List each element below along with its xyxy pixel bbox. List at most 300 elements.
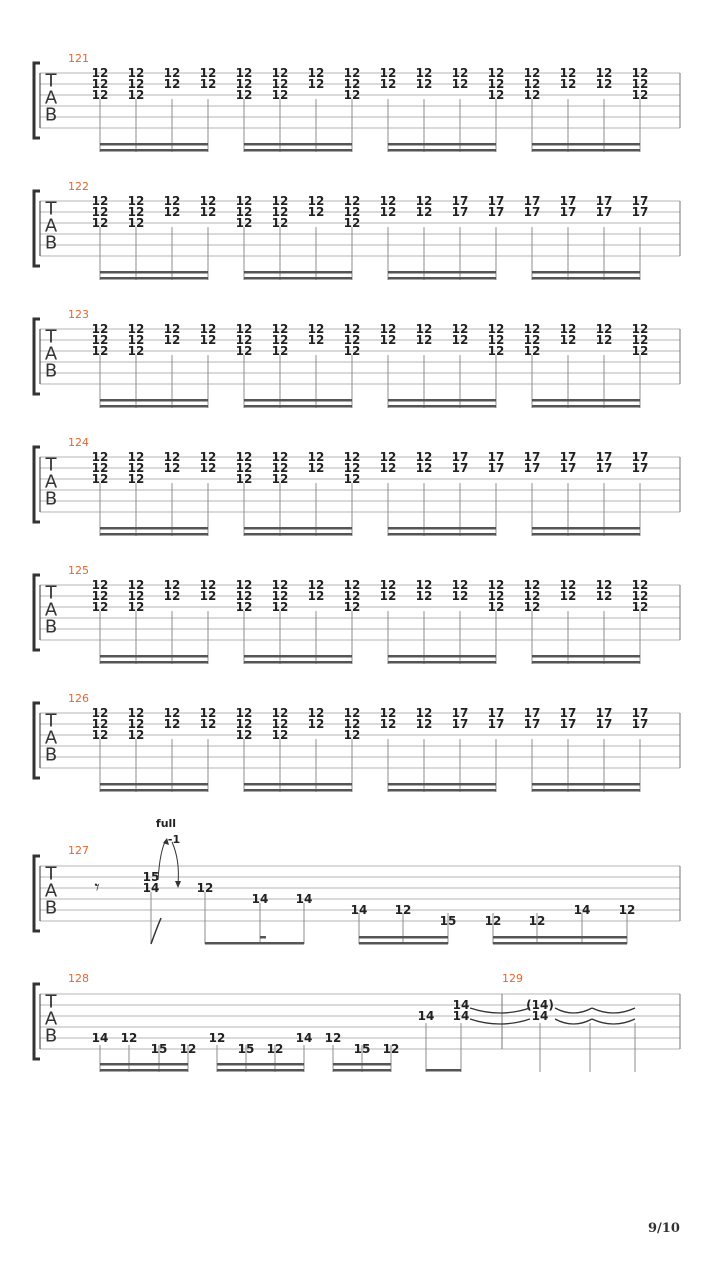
chord (632, 450, 649, 536)
chord (596, 706, 613, 792)
fret-number: 12 (127, 205, 145, 219)
beam (388, 277, 496, 280)
bar-number: 127 (68, 844, 89, 857)
beam (100, 661, 208, 664)
tab-clef-letter: A (44, 215, 58, 237)
fret-number: 12 (163, 333, 181, 347)
chord (308, 322, 325, 408)
fret-number: 12 (487, 88, 505, 102)
fret-number: 12 (379, 205, 397, 219)
fret-number: 12 (91, 600, 109, 614)
fret-number: 17 (559, 450, 577, 464)
fret-number: 12 (415, 717, 433, 731)
fret-number: 12 (271, 216, 289, 230)
beam (388, 527, 496, 530)
beam (532, 271, 640, 274)
fret-number: 12 (379, 77, 397, 91)
fret-number: 12 (415, 333, 433, 347)
fret-number: 12 (559, 322, 577, 336)
fret-number: 12 (415, 77, 433, 91)
fret-number: 12 (559, 578, 577, 592)
fret-number: 12 (343, 461, 361, 475)
beam (100, 405, 208, 408)
fret-number: 12 (559, 333, 577, 347)
fret-number: 12 (163, 717, 181, 731)
fret-number: 12 (631, 66, 649, 80)
fret-number: 12 (235, 88, 253, 102)
bar-number: 126 (68, 692, 89, 705)
fret-number: 12 (163, 461, 181, 475)
chord (596, 450, 613, 536)
chord (560, 66, 577, 152)
fret-number: 12 (199, 717, 217, 731)
chord (236, 706, 253, 792)
fret-number: 12 (196, 881, 214, 895)
beam (359, 942, 448, 945)
fret-number: 12 (415, 322, 433, 336)
fret-number: 12 (595, 322, 613, 336)
fret-number: 12 (487, 66, 505, 80)
tab-clef-letter: A (44, 599, 58, 621)
chord (200, 450, 217, 536)
fret-number: 12 (343, 706, 361, 720)
tab-clef-letter: B (44, 104, 58, 126)
fret-number: 12 (91, 66, 109, 80)
fret-number: 12 (163, 194, 181, 208)
fret-number: 12 (379, 194, 397, 208)
beam (532, 783, 640, 786)
system-128 (34, 972, 680, 1072)
fret-number: 12 (631, 600, 649, 614)
fret-number: 17 (559, 205, 577, 219)
beam (100, 1069, 188, 1072)
fret-number: 12 (271, 88, 289, 102)
fret-number: 12 (163, 77, 181, 91)
fret-number: 12 (199, 194, 217, 208)
fret-number: 12 (271, 66, 289, 80)
chord (524, 578, 541, 664)
fret-number: 14 (142, 881, 160, 895)
fret-number: 12 (631, 333, 649, 347)
chord (344, 706, 361, 792)
fret-number: 14 (417, 1009, 435, 1023)
fret-number: 12 (266, 1042, 284, 1056)
fret-number: 12 (343, 472, 361, 486)
beam (532, 533, 640, 536)
fret-number: 12 (91, 88, 109, 102)
tab-clef-letter: A (44, 87, 58, 109)
chord (344, 578, 361, 664)
tab-clef-letter: T (45, 582, 57, 604)
chord (632, 66, 649, 152)
fret-number: 12 (595, 77, 613, 91)
chord (524, 450, 541, 536)
fret-number: 12 (523, 322, 541, 336)
chord (92, 578, 109, 664)
fret-number: 12 (631, 344, 649, 358)
fret-number: 12 (271, 589, 289, 603)
fret-number: 14 (91, 1031, 109, 1045)
beam (532, 399, 640, 402)
beam-stub (260, 936, 266, 939)
fret-number: 12 (343, 88, 361, 102)
fret-number: 12 (307, 66, 325, 80)
fret-number: 12 (91, 450, 109, 464)
chord (560, 578, 577, 664)
chord (272, 450, 289, 536)
fret-number: 12 (199, 450, 217, 464)
chord (128, 706, 145, 792)
fret-number: 12 (307, 194, 325, 208)
fret-number: 12 (91, 216, 109, 230)
fret-number: 12 (127, 578, 145, 592)
fret-number: 17 (487, 194, 505, 208)
chord (632, 322, 649, 408)
fret-number: 12 (271, 717, 289, 731)
fret-number: 12 (271, 706, 289, 720)
tab-clef-letter: A (44, 727, 58, 749)
fret-number: 12 (271, 728, 289, 742)
chord (164, 706, 181, 792)
beam (100, 277, 208, 280)
chord (452, 194, 469, 280)
system-bracket (34, 191, 40, 266)
fret-number: 17 (523, 194, 541, 208)
system-127 (34, 817, 680, 945)
tab-clef-letter: A (44, 471, 58, 493)
chord (560, 706, 577, 792)
chord (236, 450, 253, 536)
fret-number: 12 (91, 717, 109, 731)
fret-number: 12 (271, 77, 289, 91)
chord (128, 578, 145, 664)
fret-number: 12 (379, 450, 397, 464)
chord (308, 450, 325, 536)
fret-number: 12 (487, 322, 505, 336)
beam (100, 655, 208, 658)
fret-number: 12 (487, 77, 505, 91)
bar-number: 122 (68, 180, 89, 193)
system-124 (34, 436, 680, 536)
fret-number: 12 (307, 450, 325, 464)
system-bracket (34, 319, 40, 394)
page-number: 9/10 (648, 1221, 680, 1236)
chord (308, 578, 325, 664)
fret-number: 12 (163, 589, 181, 603)
system-121 (34, 52, 680, 152)
fret-number: 12 (379, 589, 397, 603)
fret-number: 12 (523, 66, 541, 80)
chord (92, 450, 109, 536)
fret-number: 12 (91, 706, 109, 720)
tab-clef-letter: B (44, 744, 58, 766)
tab-clef-letter: A (44, 343, 58, 365)
chord (92, 66, 109, 152)
fret-number: 12 (379, 706, 397, 720)
fret-number: 12 (415, 589, 433, 603)
fret-number: 12 (199, 333, 217, 347)
fret-number: 12 (307, 77, 325, 91)
fret-number: 17 (523, 205, 541, 219)
fret-number: 15 (237, 1042, 255, 1056)
beam (493, 936, 627, 939)
fret-number: 12 (271, 472, 289, 486)
chord (524, 322, 541, 408)
fret-number: 12 (271, 461, 289, 475)
chord (488, 66, 505, 152)
fret-number: 12 (91, 728, 109, 742)
fret-number: 12 (307, 578, 325, 592)
fret-number: 12 (271, 578, 289, 592)
fret-number: 12 (91, 205, 109, 219)
bar-number: 128 (68, 972, 89, 985)
beam (532, 143, 640, 146)
release-arrowhead (175, 881, 181, 888)
fret-number: 12 (487, 600, 505, 614)
fret-number: 12 (343, 205, 361, 219)
bar-number: 123 (68, 308, 89, 321)
beam (100, 143, 208, 146)
fret-number: 12 (127, 728, 145, 742)
beam (532, 405, 640, 408)
chord (272, 66, 289, 152)
beam (100, 399, 208, 402)
chord (488, 578, 505, 664)
beam (100, 271, 208, 274)
fret-number: 14 (295, 1031, 313, 1045)
beam (388, 783, 496, 786)
tie (555, 1008, 592, 1013)
chord (416, 194, 433, 280)
fret-number: 14 (452, 1009, 470, 1023)
beam (100, 149, 208, 152)
fret-number: 17 (559, 194, 577, 208)
fret-number: 12 (271, 333, 289, 347)
chord (380, 450, 397, 536)
fret-number: 12 (343, 600, 361, 614)
fret-number: 12 (382, 1042, 400, 1056)
fret-number: 12 (343, 216, 361, 230)
fret-number: 12 (91, 322, 109, 336)
beam (388, 405, 496, 408)
fret-number: 12 (523, 333, 541, 347)
fret-number: 12 (415, 66, 433, 80)
chord (128, 194, 145, 280)
bend-label: full (155, 817, 177, 830)
tie (555, 1019, 592, 1024)
fret-number: 17 (451, 450, 469, 464)
chord (416, 322, 433, 408)
beam (426, 1069, 461, 1072)
beam (388, 789, 496, 792)
fret-number: 12 (595, 578, 613, 592)
fret-number: 12 (91, 333, 109, 347)
fret-number: 15 (142, 870, 160, 884)
fret-number: 12 (343, 66, 361, 80)
chord (164, 66, 181, 152)
chord (236, 578, 253, 664)
fret-number: 17 (631, 706, 649, 720)
beam (388, 533, 496, 536)
fret-number: 12 (199, 461, 217, 475)
chord (236, 322, 253, 408)
fret-number: 12 (324, 1031, 342, 1045)
fret-number: 12 (235, 322, 253, 336)
fret-number: 12 (487, 344, 505, 358)
fret-number: 12 (127, 706, 145, 720)
bar-number: 121 (68, 52, 89, 65)
beam (388, 399, 496, 402)
fret-number: 17 (595, 450, 613, 464)
beam (359, 936, 448, 939)
chord (524, 706, 541, 792)
chord (200, 322, 217, 408)
fret-number: 12 (91, 461, 109, 475)
system-bracket (34, 63, 40, 138)
fret-number: 12 (595, 333, 613, 347)
beam (100, 783, 208, 786)
fret-number: 12 (199, 205, 217, 219)
beam (244, 149, 352, 152)
beam (244, 655, 352, 658)
system-126 (34, 692, 680, 792)
fret-number: 12 (235, 194, 253, 208)
fret-number: 12 (559, 589, 577, 603)
fret-number: 12 (631, 88, 649, 102)
fret-number: 12 (415, 194, 433, 208)
fret-number: 12 (127, 77, 145, 91)
fret-number: 12 (415, 578, 433, 592)
chord (416, 66, 433, 152)
fret-number: 12 (235, 728, 253, 742)
chord (416, 578, 433, 664)
beam (388, 271, 496, 274)
beam (244, 405, 352, 408)
tab-clef-letter: B (44, 360, 58, 382)
tab-clef-letter: B (44, 232, 58, 254)
system-122 (34, 180, 680, 280)
tab-clef-letter: B (44, 488, 58, 510)
tab-clef-letter: B (44, 1025, 58, 1047)
fret-number: 12 (487, 589, 505, 603)
fret-number: 12 (208, 1031, 226, 1045)
fret-number: 12 (91, 77, 109, 91)
beam (532, 789, 640, 792)
fret-number: 17 (523, 706, 541, 720)
fret-number: 12 (127, 216, 145, 230)
chord (236, 66, 253, 152)
fret-number: 12 (343, 450, 361, 464)
fret-number: (14) (526, 998, 554, 1012)
fret-number: 12 (379, 578, 397, 592)
fret-number: 17 (487, 706, 505, 720)
fret-number: 17 (631, 205, 649, 219)
fret-number: 12 (343, 578, 361, 592)
fret-number: 17 (487, 450, 505, 464)
fret-number: 12 (394, 903, 412, 917)
beam (205, 942, 304, 945)
chord (128, 450, 145, 536)
fret-number: 17 (451, 205, 469, 219)
chord (452, 66, 469, 152)
fret-number: 12 (451, 578, 469, 592)
system-123 (34, 308, 680, 408)
fret-number: 12 (523, 88, 541, 102)
chord (128, 66, 145, 152)
system-bracket (34, 447, 40, 522)
fret-number: 12 (451, 333, 469, 347)
fret-number: 17 (523, 717, 541, 731)
beam (244, 271, 352, 274)
chord (200, 66, 217, 152)
fret-number: 12 (235, 578, 253, 592)
fret-number: 12 (379, 717, 397, 731)
fret-number: 12 (179, 1042, 197, 1056)
fret-number: 12 (528, 914, 546, 928)
chord (596, 578, 613, 664)
fret-number: 12 (199, 589, 217, 603)
fret-number: 15 (150, 1042, 168, 1056)
system-125 (34, 564, 680, 664)
beam (100, 1063, 188, 1066)
chord (344, 66, 361, 152)
fret-number: 12 (163, 450, 181, 464)
system-bracket (34, 703, 40, 778)
chord (308, 194, 325, 280)
chord (380, 706, 397, 792)
fret-number: 12 (631, 589, 649, 603)
fret-number: 12 (127, 472, 145, 486)
note-flag (151, 918, 161, 944)
fret-number: 12 (415, 450, 433, 464)
chord (632, 578, 649, 664)
fret-number: 12 (307, 461, 325, 475)
chord (344, 450, 361, 536)
fret-number: 12 (163, 205, 181, 219)
fret-number: 12 (235, 472, 253, 486)
fret-number: 12 (91, 472, 109, 486)
system-bracket (34, 575, 40, 650)
system-bracket (34, 856, 40, 931)
fret-number: 17 (451, 461, 469, 475)
fret-number: 12 (559, 66, 577, 80)
chord (272, 578, 289, 664)
bar-number: 124 (68, 436, 89, 449)
fret-number: 12 (235, 333, 253, 347)
chord (560, 322, 577, 408)
fret-number: 12 (379, 461, 397, 475)
fret-number: 12 (307, 333, 325, 347)
tie (592, 1019, 635, 1024)
chord (452, 706, 469, 792)
fret-number: 12 (163, 322, 181, 336)
tab-clef-letter: B (44, 897, 58, 919)
fret-number: 17 (595, 461, 613, 475)
beam (388, 149, 496, 152)
tab-clef-letter: A (44, 1008, 58, 1030)
fret-number: 12 (559, 77, 577, 91)
fret-number: 14 (452, 998, 470, 1012)
fret-number: 12 (415, 461, 433, 475)
fret-number: 12 (163, 578, 181, 592)
fret-number: 12 (451, 77, 469, 91)
fret-number: 12 (343, 77, 361, 91)
beam (388, 661, 496, 664)
fret-number: 12 (163, 66, 181, 80)
fret-number: 12 (618, 903, 636, 917)
fret-number: 15 (439, 914, 457, 928)
fret-number: 12 (91, 344, 109, 358)
